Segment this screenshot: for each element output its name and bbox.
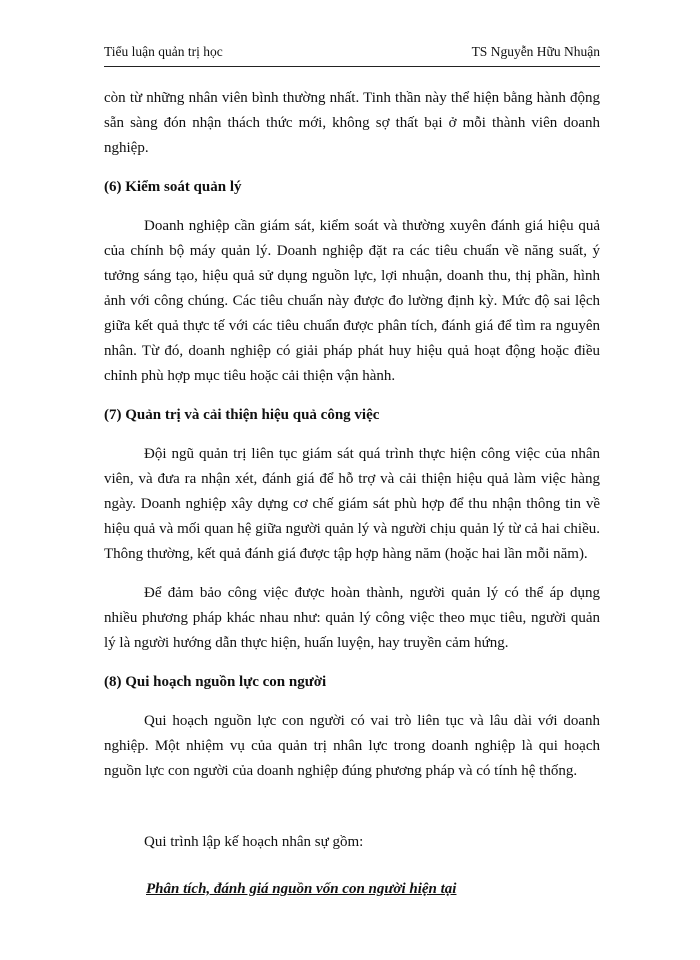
section-7-paragraph-1: Đội ngũ quản trị liên tục giám sát quá trình thực hiện công việc của nhân viên, và đưa ra nhận xét, đánh giá để hỗ trợ và cải thiện hiệu quả làm việc hàng ngày. Doanh nghiệp xây dựng cơ chế giám sát phù hợp để thu nhận thông tin về hiệu quả và mối quan hệ giữa người quản lý và người chịu quản lý từ cả hai chiều. Thông thường, kết quả đánh giá được tập hợp hàng năm (hoặc hai lần mỗi năm).: [104, 446, 600, 562]
section-6-paragraph: Doanh nghiệp cần giám sát, kiểm soát và thường xuyên đánh giá hiệu quả của chính bộ máy quản lý. Doanh nghiệp đặt ra các tiêu chuẩn về năng suất, ý tưởng sáng tạo, hiệu quả sử dụng nguồn lực, lợi nhuận, doanh thu, thị phần, hình ảnh với công chúng. Các tiêu chuẩn này được đo lường định kỳ. Mức độ sai lệch giữa kết quả thực tế với các tiêu chuẩn được phân tích, đánh giá để tìm ra nguyên nhân. Từ đó, doanh nghiệp có giải pháp phát huy hiệu quả hoạt động hoặc điều chỉnh phù hợp mục tiêu hoặc cải thiện vận hành.: [104, 218, 600, 384]
section-6-heading: (6) Kiểm soát quản lý: [104, 179, 242, 195]
section-8-heading: (8) Qui hoạch nguồn lực con người: [104, 674, 327, 690]
process-step-1-heading: Phân tích, đánh giá nguồn vốn con người hiện tại: [146, 881, 457, 897]
page-content: [104, 86, 600, 902]
intro-paragraph: còn từ những nhân viên bình thường nhất. Tinh thần này thể hiện bằng hành động sẵn sàng đón nhận thách thức mới, không sợ thất bại ở mỗi thành viên doanh nghiệp.: [104, 90, 600, 156]
page-header: [104, 44, 600, 67]
header-document-title: Tiểu luận quản trị học: [104, 44, 223, 59]
header-author: TS Nguyễn Hữu Nhuận: [471, 44, 600, 59]
process-intro: Qui trình lập kế hoạch nhân sự gồm:: [144, 834, 364, 850]
section-7-heading: (7) Quản trị và cải thiện hiệu quả công việc: [104, 407, 380, 423]
section-8-paragraph: Qui hoạch nguồn lực con người có vai trò liên tục và lâu dài với doanh nghiệp. Một nhiệm vụ của quản trị nhân lực trong doanh nghiệp là qui hoạch nguồn lực con người của doanh nghiệp đúng phương pháp và có tính hệ thống.: [104, 713, 600, 779]
section-7-paragraph-2: Để đảm bảo công việc được hoàn thành, người quản lý có thể áp dụng nhiều phương pháp khác nhau như: quản lý công việc theo mục tiêu, người quản lý là người hướng dẫn thực hiện, huấn luyện, hay truyền cảm hứng.: [104, 585, 600, 651]
